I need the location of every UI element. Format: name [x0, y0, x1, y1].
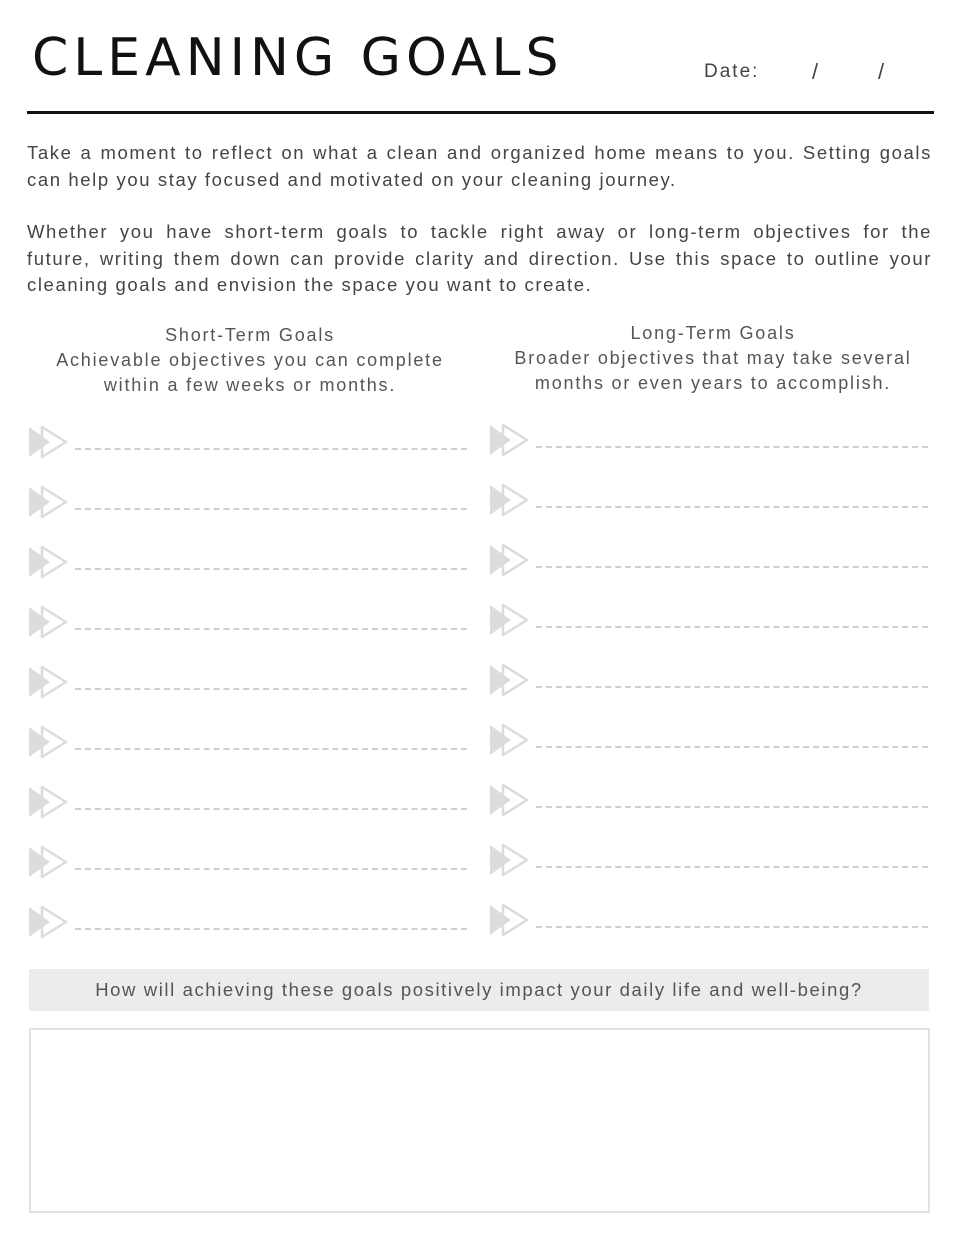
short-term-description: Achievable objectives you can complete within a few weeks or months. — [56, 350, 444, 395]
intro-paragraph-2: Whether you have short-term goals to tackle right away or long-term objectives for the future, writing them down can provide clarity and direction. Use this space to outline your cleaning goals and envision the space you want to create. — [27, 221, 932, 295]
double-arrow-icon — [28, 605, 72, 641]
long-term-goal-row — [489, 663, 931, 723]
long-term-goal-row — [489, 843, 931, 903]
long-term-goal-row — [489, 543, 931, 603]
short-term-goal-line[interactable] — [75, 928, 467, 930]
double-arrow-icon — [489, 843, 533, 879]
date-separator-1: / — [812, 59, 819, 84]
reflection-answer-box[interactable] — [29, 1028, 930, 1213]
short-term-goal-row — [28, 845, 470, 905]
short-term-goal-line[interactable] — [75, 508, 467, 510]
long-term-heading: Long-Term Goals — [630, 323, 796, 343]
double-arrow-icon — [28, 785, 72, 821]
page-title: CLEANING GOALS — [32, 28, 564, 88]
short-term-goal-list — [28, 425, 470, 965]
header-divider — [27, 111, 934, 114]
long-term-goal-row — [489, 723, 931, 783]
long-term-goal-line[interactable] — [536, 446, 928, 448]
long-term-header — [493, 321, 933, 396]
short-term-goal-line[interactable] — [75, 688, 467, 690]
double-arrow-icon — [489, 543, 533, 579]
short-term-goal-row — [28, 485, 470, 545]
date-label: Date: — [704, 61, 760, 82]
double-arrow-icon — [28, 725, 72, 761]
double-arrow-icon — [28, 845, 72, 881]
long-term-goal-row — [489, 903, 931, 963]
long-term-description: Broader objectives that may take several months or even years to accomplish. — [514, 348, 912, 393]
double-arrow-icon — [489, 903, 533, 939]
double-arrow-icon — [28, 485, 72, 521]
double-arrow-icon — [489, 603, 533, 639]
short-term-header — [30, 323, 470, 398]
intro-paragraph-1: Take a moment to reflect on what a clean and organized home means to you. Setting goals can help you stay focused and motivated on your cleaning journey. — [27, 142, 932, 190]
double-arrow-icon — [28, 545, 72, 581]
date-separator-2: / — [878, 59, 885, 84]
long-term-goal-line[interactable] — [536, 506, 928, 508]
reflection-question: How will achieving these goals positively impact your daily life and well-being? — [29, 969, 929, 1011]
short-term-goal-line[interactable] — [75, 568, 467, 570]
short-term-goal-line[interactable] — [75, 868, 467, 870]
long-term-goal-row — [489, 483, 931, 543]
short-term-goal-row — [28, 725, 470, 785]
double-arrow-icon — [489, 423, 533, 459]
double-arrow-icon — [489, 723, 533, 759]
long-term-goal-row — [489, 603, 931, 663]
short-term-goal-line[interactable] — [75, 628, 467, 630]
short-term-goal-row — [28, 785, 470, 845]
long-term-goal-row — [489, 783, 931, 843]
double-arrow-icon — [489, 783, 533, 819]
double-arrow-icon — [489, 483, 533, 519]
long-term-goal-line[interactable] — [536, 746, 928, 748]
short-term-goal-row — [28, 425, 470, 485]
short-term-goal-row — [28, 605, 470, 665]
double-arrow-icon — [489, 663, 533, 699]
long-term-goal-line[interactable] — [536, 806, 928, 808]
long-term-goal-row — [489, 423, 931, 483]
double-arrow-icon — [28, 665, 72, 701]
long-term-goal-line[interactable] — [536, 566, 928, 568]
short-term-goal-row — [28, 665, 470, 725]
short-term-heading: Short-Term Goals — [165, 325, 335, 345]
short-term-goal-line[interactable] — [75, 808, 467, 810]
long-term-goal-line[interactable] — [536, 686, 928, 688]
short-term-goal-row — [28, 545, 470, 605]
long-term-goal-line[interactable] — [536, 866, 928, 868]
long-term-goal-line[interactable] — [536, 926, 928, 928]
long-term-goal-line[interactable] — [536, 626, 928, 628]
short-term-goal-line[interactable] — [75, 448, 467, 450]
double-arrow-icon — [28, 905, 72, 941]
double-arrow-icon — [28, 425, 72, 461]
long-term-goal-list — [489, 423, 931, 963]
short-term-goal-line[interactable] — [75, 748, 467, 750]
short-term-goal-row — [28, 905, 470, 965]
